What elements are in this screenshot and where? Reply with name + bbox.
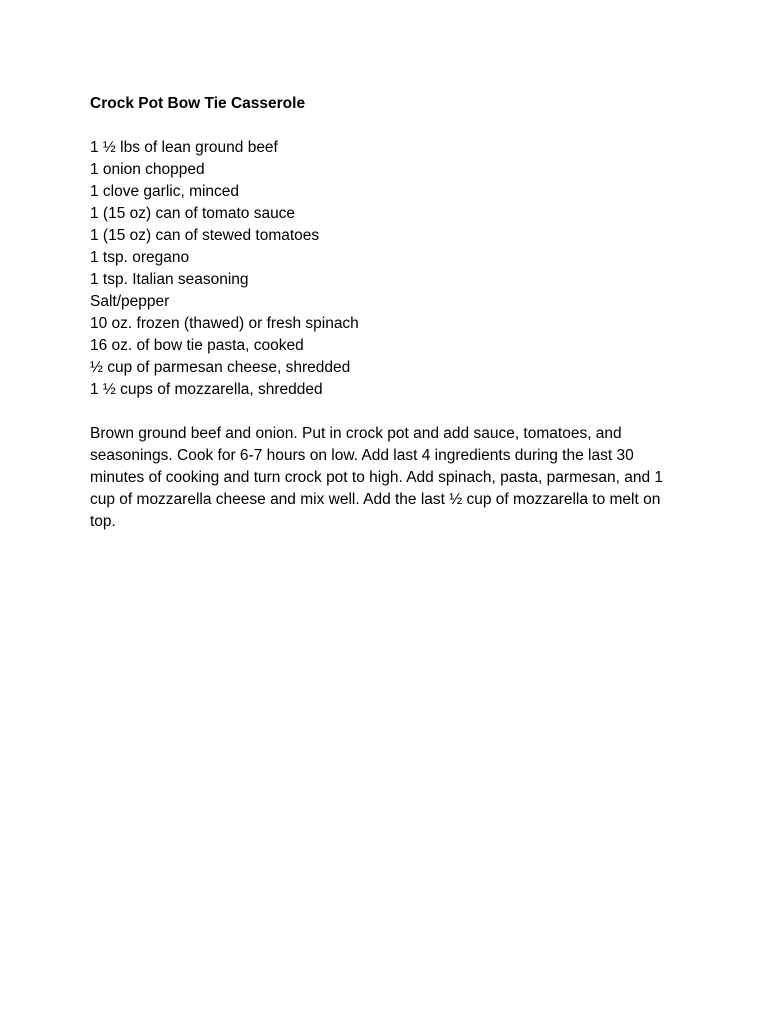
ingredient-item: 1 tsp. oregano xyxy=(90,249,190,266)
document-body xyxy=(90,93,690,533)
ingredient-item: 1 tsp. Italian seasoning xyxy=(90,271,249,288)
blank-line xyxy=(90,115,690,137)
instructions-paragraph: Brown ground beef and onion. Put in crock pot and add sauce, tomatoes, and seasonings. Cook for 6-7 hours on low. Add last 4 ingredients during the last 30 minutes of cooking and turn crock pot to high. Add spinach, pasta, parmesan, and 1 cup of mozzarella cheese and mix well. Add the last ½ cup of mozzarella to melt on top. xyxy=(90,425,663,530)
blank-line xyxy=(90,401,690,423)
ingredient-item: 1 (15 oz) can of tomato sauce xyxy=(90,205,296,222)
ingredient-item: ½ cup of parmesan cheese, shredded xyxy=(90,359,351,376)
ingredient-item: 1 clove garlic, minced xyxy=(90,183,240,200)
ingredient-item: 1 (15 oz) can of stewed tomatoes xyxy=(90,227,320,244)
ingredient-item: 16 oz. of bow tie pasta, cooked xyxy=(90,337,304,354)
ingredient-item: 1 onion chopped xyxy=(90,161,205,178)
ingredient-item: 1 ½ lbs of lean ground beef xyxy=(90,139,278,156)
ingredient-item: 10 oz. frozen (thawed) or fresh spinach xyxy=(90,315,359,332)
recipe-title: Crock Pot Bow Tie Casserole xyxy=(90,95,306,112)
ingredient-item: 1 ½ cups of mozzarella, shredded xyxy=(90,381,323,398)
ingredient-list xyxy=(90,137,690,401)
ingredient-item: Salt/pepper xyxy=(90,293,170,310)
